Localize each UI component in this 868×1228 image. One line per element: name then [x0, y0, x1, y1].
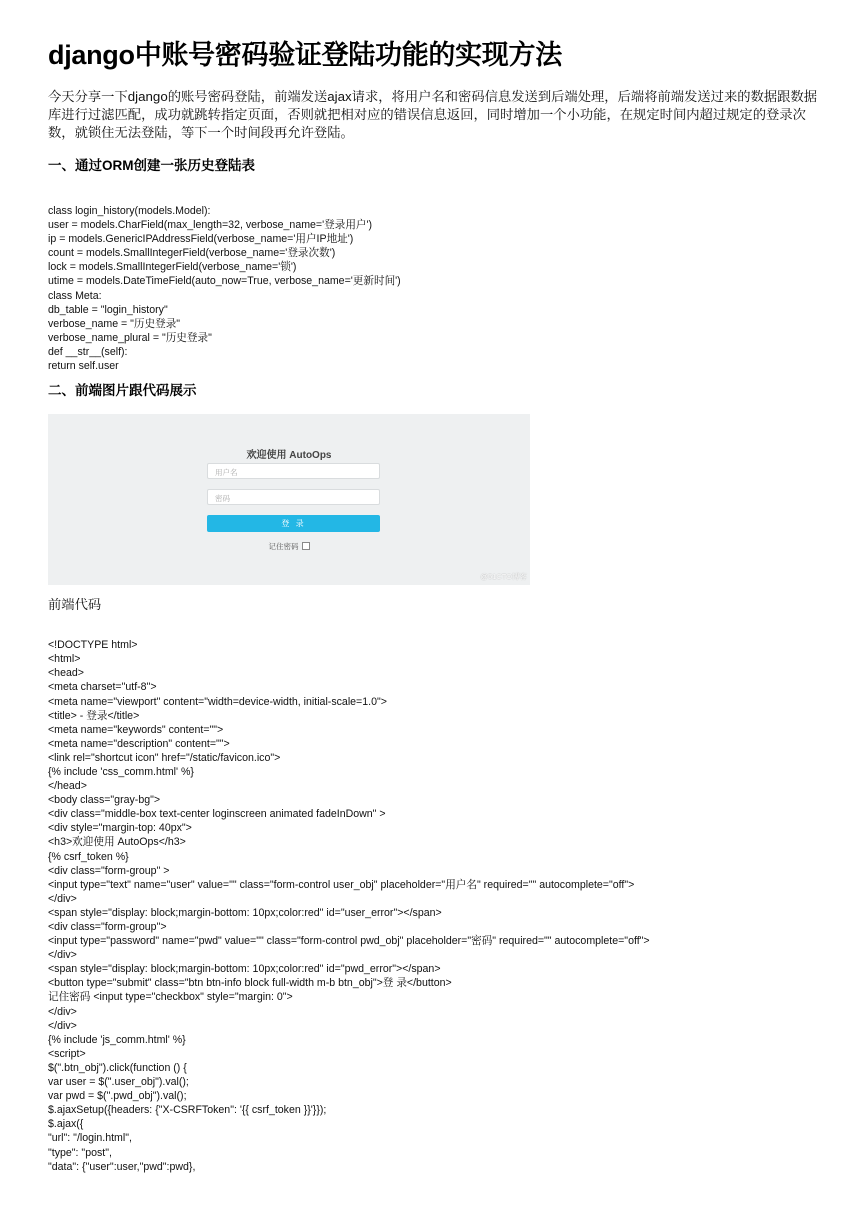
code-line: <meta name="viewport" content="width=device-width, initial-scale=1.0">: [48, 695, 387, 708]
code-line: <head>: [48, 667, 84, 680]
code-line: <button type="submit" class="btn btn-info block full-width m-b btn_obj">登 录</button>: [48, 977, 452, 990]
code-line: <meta charset="utf-8">: [48, 681, 157, 694]
code-line: <input type="text" name="user" value="" class="form-control user_obj" placeholder="用户名" required="" autocomplete="off">: [48, 878, 635, 891]
screenshot-title: 欢迎使用 AutoOps: [246, 450, 332, 462]
code-line: <link rel="shortcut icon" href="/static/favicon.ico">: [48, 751, 281, 764]
code-line: return self.user: [48, 360, 119, 373]
code-line: {% include 'js_comm.html' %}: [48, 1033, 186, 1046]
code-line: <html>: [48, 653, 81, 666]
code-line: </div>: [48, 949, 77, 962]
frontend-code-label: 前端代码: [48, 597, 102, 613]
intro-paragraph: 今天分享一下django的账号密码登陆，前端发送ajax请求，将用户名和密码信息发送到后端处理，后端将前端发送过来的数据跟数据库进行过滤匹配，成功就跳转指定页面，否则就把相对应的错误信息返回，同时增加一个小功能，在规定时间内超过规定的登录次数，就锁住无法登陆，等下一个时间段再允许登陆。: [48, 89, 818, 140]
code-line: </div>: [48, 1019, 77, 1032]
frontend-code-block: [48, 638, 828, 1174]
code-line: utime = models.DateTimeField(auto_now=True, verbose_name='更新时间'): [48, 275, 401, 288]
code-line: <span style="display: block;margin-bottom: 10px;color:red" id="user_error"></span>: [48, 906, 442, 919]
code-line: <title> - 登录</title>: [48, 709, 140, 722]
screenshot-remember-label: 记住密码: [268, 542, 299, 552]
checkbox-icon: [302, 542, 310, 550]
section-heading-orm: 一、通过ORM创建一张历史登陆表: [48, 158, 255, 173]
code-line: <h3>欢迎使用 AutoOps</h3>: [48, 836, 186, 849]
code-line: </div>: [48, 892, 77, 905]
code-line: verbose_name = "历史登录": [48, 317, 181, 330]
code-line: <span style="display: block;margin-bottom: 10px;color:red" id="pwd_error"></span>: [48, 963, 441, 976]
code-line: $.ajaxSetup({headers: {"X-CSRFToken": '{{ csrf_token }}'}});: [48, 1104, 327, 1117]
code-line: </head>: [48, 780, 87, 793]
code-line: var pwd = $(".pwd_obj").val();: [48, 1090, 187, 1103]
article-title: django中账号密码验证登陆功能的实现方法: [48, 40, 562, 70]
code-line: var user = $(".user_obj").val();: [48, 1076, 189, 1089]
code-line: "data": {"user":user,"pwd":pwd},: [48, 1160, 196, 1173]
code-line: 记住密码 <input type="checkbox" style="margin: 0">: [48, 991, 293, 1004]
code-line: <body class="gray-bg">: [48, 794, 161, 807]
code-line: class login_history(models.Model):: [48, 205, 211, 217]
code-line: def __str__(self):: [48, 345, 128, 358]
article: [48, 30, 828, 1174]
code-line: <div class="form-group" >: [48, 864, 170, 877]
code-line: <meta name="keywords" content="">: [48, 723, 224, 736]
code-line: <div style="margin-top: 40px">: [48, 822, 192, 835]
code-line: <!DOCTYPE html>: [48, 639, 138, 652]
code-line: class Meta:: [48, 289, 102, 302]
code-line: ip = models.GenericIPAddressField(verbose_name='用户IP地址'): [48, 233, 354, 246]
screenshot-username-field: 用户名: [207, 463, 380, 479]
screenshot-password-field: 密码: [207, 489, 380, 505]
model-code-block: [48, 204, 828, 373]
code-line: "type": "post",: [48, 1146, 112, 1159]
code-line: user = models.CharField(max_length=32, verbose_name='登录用户'): [48, 219, 373, 232]
code-line: <div class="form-group">: [48, 921, 167, 933]
code-line: <div class="middle-box text-center loginscreen animated fadeInDown" >: [48, 808, 386, 821]
code-line: </div>: [48, 1005, 77, 1018]
code-line: {% csrf_token %}: [48, 850, 129, 863]
code-line: <input type="password" name="pwd" value="" class="form-control pwd_obj" placeholder="密码" required="" autocomplete="off">: [48, 935, 650, 948]
code-line: {% include 'css_comm.html' %}: [48, 765, 194, 778]
screenshot-watermark: @51CTO博客: [480, 572, 527, 582]
code-line: <script>: [48, 1047, 86, 1060]
screenshot-login-button: 登 录: [207, 515, 380, 532]
login-screenshot-image: [48, 414, 530, 585]
code-line: verbose_name_plural = "历史登录": [48, 331, 212, 344]
code-line: db_table = "login_history": [48, 303, 168, 316]
code-line: <meta name="description" content="">: [48, 737, 230, 750]
code-line: $.ajax({: [48, 1118, 84, 1131]
section-heading-frontend: 二、前端图片跟代码展示: [48, 383, 197, 399]
code-line: count = models.SmallIntegerField(verbose_name='登录次数'): [48, 247, 336, 260]
code-line: $(".btn_obj").click(function () {: [48, 1061, 187, 1074]
code-line: lock = models.SmallIntegerField(verbose_name='锁'): [48, 261, 297, 274]
screenshot-remember-row: [48, 541, 530, 552]
code-line: "url": "/login.html",: [48, 1132, 132, 1145]
